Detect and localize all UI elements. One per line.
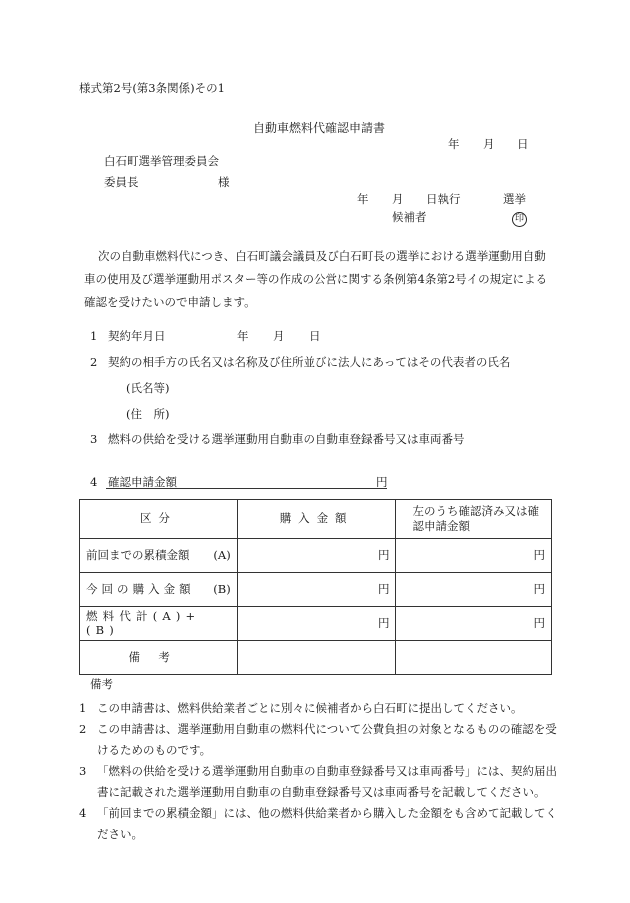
note-text: この申請書は、燃料供給業者ごとに別々に候補者から白石町に提出してください。: [97, 701, 523, 715]
item4-number: 4: [90, 475, 98, 489]
body-paragraph: 次の自動車燃料代につき、白石町議会議員及び白石町長の選挙における選挙運動用自動車の使用及び選挙運動用ポスター等の作成の公営に関する条例第4条第2号イの規定による確認を受けたいので申請します。: [84, 249, 548, 309]
election-month: 月: [392, 192, 404, 206]
remarks-label-cell: 備考: [80, 641, 238, 675]
row-label-cell: [80, 607, 238, 641]
row-tag: (A): [213, 547, 231, 562]
item4-unit: 円: [376, 475, 388, 489]
item2-number: 2: [90, 355, 98, 369]
purchase-amount-cell[interactable]: 円: [237, 573, 396, 607]
confirmed-amount-cell[interactable]: 円: [396, 607, 552, 641]
table-row: [80, 573, 552, 607]
confirmed-amount-cell[interactable]: 円: [396, 573, 552, 607]
item1-year: 年: [237, 329, 249, 343]
candidate-seal: [512, 211, 527, 227]
form-number: 様式第2号(第3条関係)その1: [79, 81, 225, 95]
table-row: [80, 607, 552, 641]
candidate-label: 候補者: [392, 210, 427, 224]
confirmed-amount-cell[interactable]: 円: [396, 539, 552, 573]
document-title: 自動車燃料代確認申請書: [253, 121, 386, 135]
item1-number: 1: [90, 329, 98, 343]
election-year: 年: [357, 192, 369, 206]
item2-name-field: (氏名等): [126, 381, 170, 395]
item2-label: 契約の相手方の氏名又は名称及び住所並びに法人にあってはその代表者の氏名: [108, 355, 511, 369]
amount-underline: [106, 488, 387, 489]
note-item: [79, 719, 557, 761]
submission-month: 月: [483, 137, 495, 151]
table-header-row: [80, 500, 552, 539]
note-number: 4: [79, 806, 87, 820]
remarks-cell[interactable]: [396, 641, 552, 675]
notes-heading: 備考: [90, 677, 113, 691]
addressee-chair: 委員長: [104, 175, 139, 189]
row-tag: (B): [213, 581, 231, 596]
note-number: 2: [79, 722, 87, 736]
election-day-held: 日執行: [426, 192, 461, 206]
row-label: 燃料代計(A)+(B): [86, 608, 201, 637]
row-label-cell: [80, 539, 238, 573]
note-item: [79, 698, 557, 719]
header-purchase-amount: 購入金額: [237, 500, 396, 539]
item1-day: 日: [309, 329, 321, 343]
row-label: 今回の購入金額: [86, 581, 195, 596]
header-category: 区分: [80, 500, 238, 539]
remarks-cell[interactable]: [237, 641, 396, 675]
item1-label: 契約年月日: [108, 329, 166, 343]
submission-year: 年: [448, 137, 460, 151]
item3-label: 燃料の供給を受ける選挙運動用自動車の自動車登録番号又は車両番号: [108, 432, 465, 446]
item4-label: 確認申請金額: [108, 475, 177, 489]
election-label: 選挙: [503, 192, 526, 206]
seal-icon: 印: [512, 212, 527, 227]
purchase-amount-cell[interactable]: 円: [237, 607, 396, 641]
addressee-honorific: 様: [218, 175, 230, 189]
note-text: この申請書は、選挙運動用自動車の燃料代について公費負担の対象となるものの確認を受けるためのものです。: [97, 722, 557, 757]
row-label-cell: [80, 573, 238, 607]
note-number: 3: [79, 764, 87, 778]
note-item: [79, 761, 557, 803]
note-item: [79, 803, 557, 845]
item3-number: 3: [90, 432, 98, 446]
table-row: [80, 539, 552, 573]
notes-list: [79, 698, 557, 845]
table-row: [80, 641, 552, 675]
note-text: 「燃料の供給を受ける選挙運動用自動車の自動車登録番号又は車両番号」には、契約届出書に記載された選挙運動用自動車の自動車登録番号又は車両番号を記載してください。: [97, 764, 557, 799]
amount-table: [79, 499, 552, 675]
item1-month: 月: [273, 329, 285, 343]
row-label: 前回までの累積金額: [86, 547, 190, 562]
purchase-amount-cell[interactable]: 円: [237, 539, 396, 573]
item2-address-field: (住 所): [126, 407, 170, 421]
submission-day: 日: [517, 137, 529, 151]
addressee-committee: 白石町選挙管理委員会: [104, 154, 219, 168]
note-number: 1: [79, 701, 87, 715]
note-text: 「前回までの累積金額」には、他の燃料供給業者から購入した金額をも含めて記載してください。: [97, 806, 557, 841]
header-confirmed-amount: 左のうち確認済み又は確認申請金額: [396, 500, 552, 539]
